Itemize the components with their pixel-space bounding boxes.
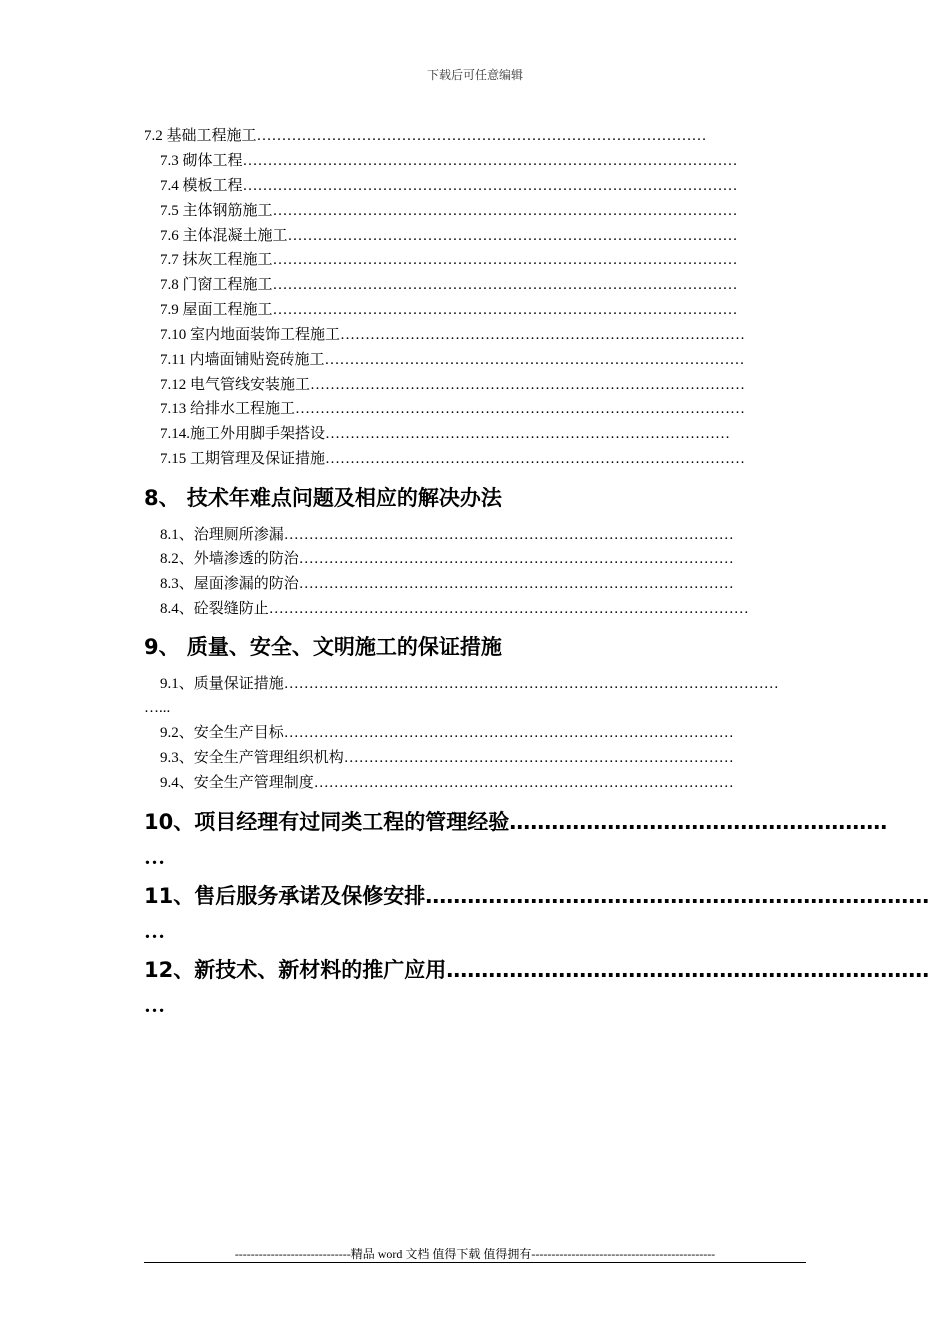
toc-entry-7-12: 7.12 电气管线安装施工…………………………………………………………………………… [160,377,746,393]
toc-entry-9-1: 9.1、质量保证措施……………………………………………………………………………………… [160,676,779,692]
toc-entry-8-4: 8.4、砼裂缝防止…………………………………………………………………………………… [160,601,749,617]
toc-entry-7-14: 7.14.施工外用脚手架搭设……………………………………………………………………… [160,426,731,442]
toc-heading-9: 9、 质量、安全、文明施工的保证措施 [144,635,502,659]
toc-entry-8-3: 8.3、屋面渗漏的防治…………………………………………………………………………… [160,576,734,592]
toc-entry-9-2: 9.2、安全生产目标……………………………………………………………………………… [160,725,734,741]
toc-entry-9-3: 9.3、安全生产管理组织机构…………………………………………………………………… [160,750,734,766]
toc-entry-9-1-continuation: …... [144,700,171,716]
toc-entry-7-15: 7.15 工期管理及保证措施………………………………………………………………………… [160,451,746,467]
page-header: 下载后可任意编辑 [426,68,523,82]
toc-heading-12: 12、新技术、新材料的推广应用…………………………………………………………… [144,958,930,982]
toc-heading-12-continuation: … [144,993,165,1017]
toc-entry-8-2: 8.2、外墙渗透的防治…………………………………………………………………………… [160,551,734,567]
toc-entry-7-11: 7.11 内墙面铺贴瓷砖施工………………………………………………………………………… [160,352,745,368]
toc-heading-11: 11、售后服务承诺及保修安排……………………………………………………………… [144,884,930,908]
toc-entry-7-5: 7.5 主体钢筋施工………………………………………………………………………………… [160,203,738,219]
toc-heading-11-continuation: … [144,919,165,943]
toc-entry-8-1: 8.1、治理厕所渗漏……………………………………………………………………………… [160,527,734,543]
page-footer: -----------------------------精品 word 文档 值得下载 值得拥有---------------------------------------------- [234,1247,716,1261]
toc-entry-9-4: 9.4、安全生产管理制度………………………………………………………………………… [160,775,734,791]
toc-entry-7-2: 7.2 基础工程施工……………………………………………………………………………… [144,128,707,144]
toc-entry-7-7: 7.7 抹灰工程施工………………………………………………………………………………… [160,252,738,268]
toc-entry-7-13: 7.13 给排水工程施工……………………………………………………………………………… [160,401,746,417]
toc-entry-7-4: 7.4 模板工程……………………………………………………………………………………… [160,178,738,194]
footer-rule [144,1262,806,1263]
toc-entry-7-10: 7.10 室内地面装饰工程施工……………………………………………………………………… [160,327,746,343]
toc-heading-10-continuation: … [144,845,165,869]
toc-entry-7-9: 7.9 屋面工程施工………………………………………………………………………………… [160,302,738,318]
toc-heading-10: 10、项目经理有过同类工程的管理经验……………………………………………… [144,810,888,834]
toc-heading-8: 8、 技术年难点问题及相应的解决办法 [144,486,502,510]
toc-entry-7-6: 7.6 主体混凝土施工……………………………………………………………………………… [160,228,738,244]
toc-entry-7-3: 7.3 砌体工程……………………………………………………………………………………… [160,153,738,169]
toc-entry-7-8: 7.8 门窗工程施工………………………………………………………………………………… [160,277,738,293]
